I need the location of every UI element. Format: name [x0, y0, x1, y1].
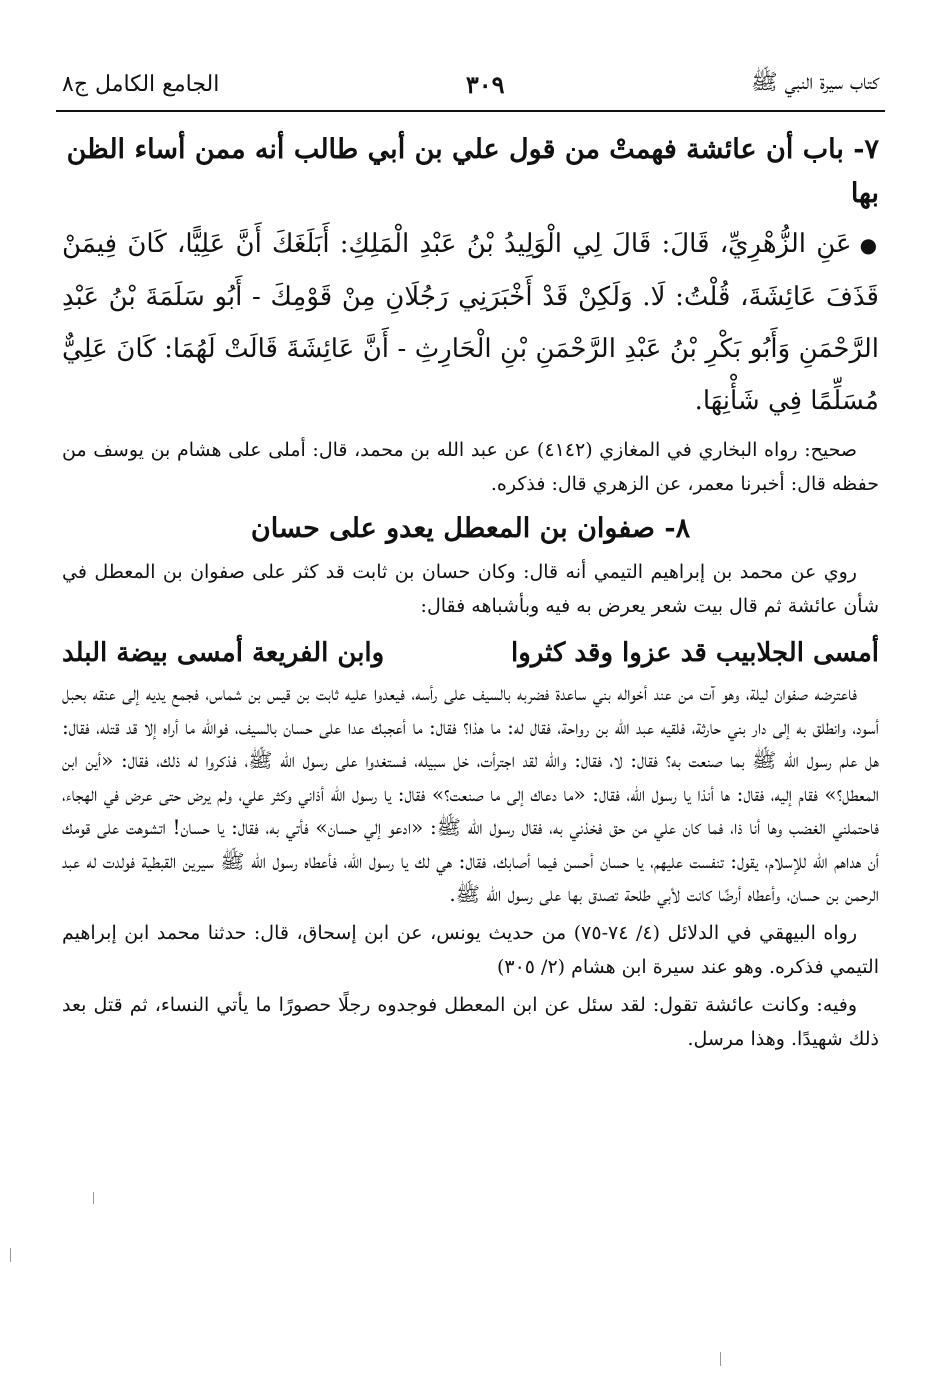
header-rule: [56, 110, 885, 112]
scan-margin-mark: [10, 1248, 11, 1262]
verse-second-hemistich: وابن الفريعة أمسى بيضة البلد: [62, 638, 385, 668]
scan-margin-mark: [93, 1192, 94, 1204]
verse-first-hemistich: أمسى الجلابيب قد عزوا وقد كثروا: [510, 638, 879, 668]
scan-margin-mark: [720, 1352, 721, 1366]
section-7-heading: ٧- باب أن عائشة فهمتْ من قول علي بن أبي طالب أنه ممن أساء الظن بها: [66, 134, 879, 209]
section-8-narrative: فاعترضه صفوان ليلة، وهو آت من عند أخواله بني ساعدة فضربه بالسيف على رأسه، فيعدوا عليه ثابت بن قيس بن شماس، فجمع يديه إلى عنقه بحبل أسود، وانطلق به إلى دار بني حارثة، فلقيه عبد الله بن رواحة، فقال له: ما هذا؟ فقال: ما أعجبك عدا على حسان بالسيف، فوالله ما أراه إلا قد قتله، فقال: هل علم رسول الله ﷺ بما صنعت به؟ فقال: لا، فقال: والله لقد اجترأت، خل سبيله، فستغدوا على رسول الله ﷺ، فذكروا له ذلك، فقال: «أين ابن المعطل؟» فقام إليه، فقال: ها أنذا يا رسول الله، فقال: «ما دعاك إلى ما صنعت؟» فقال: يا رسول الله أذاني وكثر علي، ولم يرض حتى عرض في الهجاء، فاحتملني الغضب وها أنا ذا، فما كان علي من حق فخذني به، فقال رسول الله ﷺ: «ادعو إلي حسان» فأتي به، فقال: يا حسان! اتشوهت على قومك أن هداهم الله للإسلام، يقول: تنفست عليهم، يا حسان أحسن فيما أصابك، فقال: هي لك يا رسول الله، فأعطاه رسول الله ﷺ سيرين القبطية فولدت له عبد الرحمن بن حسان، وأعطاه أرضًا كانت لأبي طلحة تصدق بها على رسول الله ﷺ.: [62, 681, 879, 906]
section-7-takhrij: صحيح: رواه البخاري في المغازي (٤١٤٢) عن عبد الله بن محمد، قال: أملى على هشام بن يوسف من حفظه قال: أخبرنا معمر، عن الزهري قال: فذكره.: [62, 439, 879, 495]
section-7-hadith-text: عَنِ الزُّهْرِيِّ، قَالَ: قَالَ لِي الْوَلِيدُ بْنُ عَبْدِ الْمَلِكِ: أَبَلَغَكَ أَنَّ عَلِيًّا، كَانَ فِيمَنْ قَذَفَ عَائِشَةَ، قُلْتُ: لَا. وَلَكِنْ قَدْ أَخْبَرَنِي رَجُلَانِ مِنْ قَوْمِكَ - أَبُو سَلَمَةَ بْنُ عَبْدِ الرَّحْمَنِ وَأَبُو بَكْرِ بْنُ عَبْدِ الرَّحْمَنِ بْنِ الْحَارِثِ - أَنَّ عَائِشَةَ قَالَتْ لَهُمَا: كَانَ عَلِيٌّ مُسَلِّمًا فِي شَأْنِهَا.: [62, 229, 880, 416]
page-body: [62, 128, 879, 1058]
section-8-commentary: وفيه: وكانت عائشة تقول: لقد سئل عن ابن المعطل فوجدوه رجلًا حصورًا ما يأتي النساء، ثم قتل بعد ذلك شهيدًا. وهذا مرسل.: [62, 993, 879, 1050]
section-8-source: رواه البيهقي في الدلائل (٤/ ٧٤-٧٥) من حديث يونس، عن ابن إسحاق، قال: حدثنا محمد ابن إبراهيم التيمي فذكره. وهو عند سيرة ابن هشام (٢/ ٣٠٥): [62, 921, 879, 978]
section-8-intro: روي عن محمد بن إبراهيم التيمي أنه قال: وكان حسان بن ثابت قد كثر على صفوان بن المعطل في شأن عائشة ثم قال بيت شعر يعرض به فيه وبأشباهه فقال:: [62, 561, 879, 617]
running-header: [62, 64, 879, 104]
volume-title: الجامع الكامل ج٨: [62, 71, 220, 97]
page-number: ٣٠٩: [465, 69, 505, 99]
section-7-hadith: [62, 218, 879, 427]
section-8-heading: ٨- صفوان بن المعطل يعدو على حسان: [250, 513, 691, 544]
poetry-verse: [62, 631, 879, 675]
bullet-icon: ●: [859, 233, 879, 257]
book-title: كتاب سيرة النبي ﷺ: [751, 70, 879, 95]
